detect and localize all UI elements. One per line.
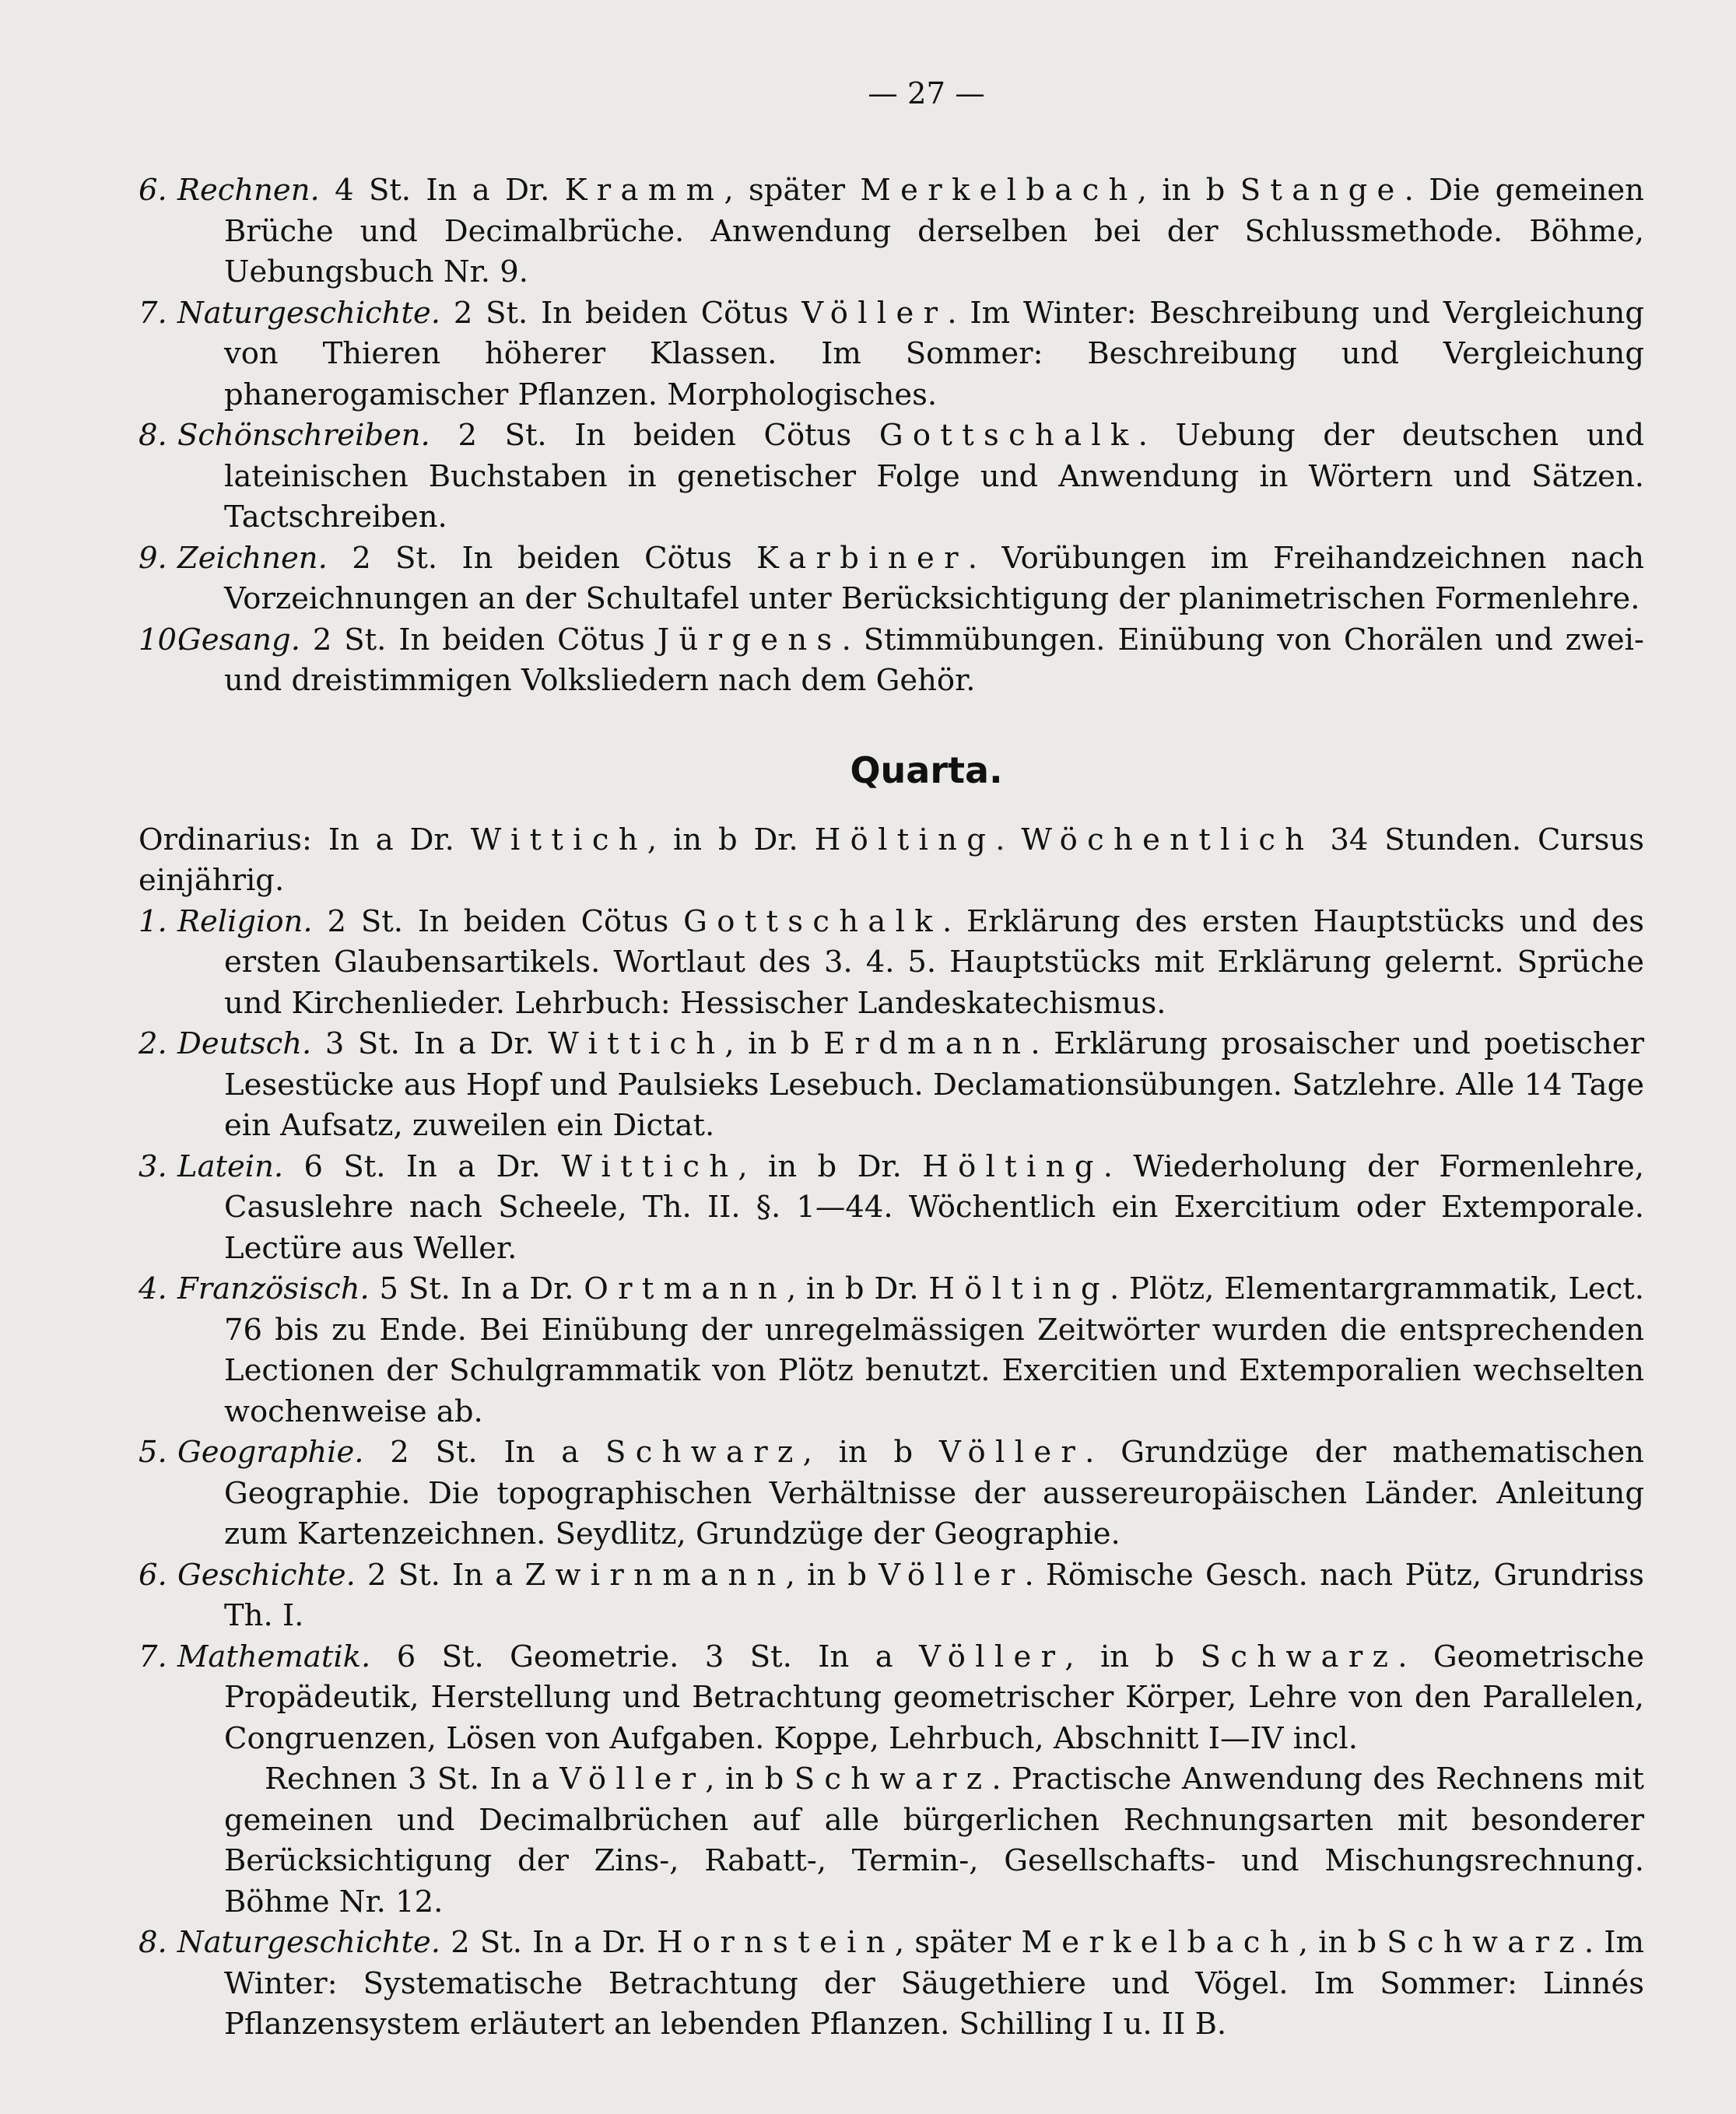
entry-number: 7. — [139, 295, 167, 331]
entry-text: 6 St. Geometrie. 3 St. In a — [396, 1639, 920, 1674]
subject-name: Rechnen. — [177, 173, 320, 208]
entry-text: , in b — [785, 1557, 879, 1593]
subject-entry — [139, 1555, 1644, 1637]
entry-number: 1. — [139, 903, 167, 939]
entry-text: 2 St. In a — [367, 1557, 525, 1593]
entry-text: , in b — [1064, 1639, 1201, 1674]
upper-entries — [139, 170, 1644, 702]
teacher-name: Hölting — [814, 822, 996, 857]
entry-text: , in b — [705, 1762, 794, 1797]
entry-number: 3. — [139, 1148, 167, 1184]
entry-text: 5 St. In a Dr. — [379, 1271, 584, 1306]
entry-text: . Vorübungen im Freihandzeichnen nach Vorzeichnungen an der Schultafel unter Berücksichtigung der planimetrischen Formenlehre. — [224, 540, 1644, 616]
entry-text: . Practische Anwendung des Rechnens mit gemeinen und Decimalbrüchen auf alle bürgerlichen Rechnungsarten mit besonderer Berücksichtigung der Zins-, Rabatt-, Termin-, Gesellschafts- und Mischungsrechnung. Böhme Nr. 12. — [224, 1762, 1644, 1919]
entry-text: 34 Stunden. Cursus einjährig. — [139, 822, 1644, 898]
entry-text: , in b — [1137, 173, 1240, 208]
entry-text: 2 St. In a Dr. — [451, 1925, 657, 1960]
entry-text: . Geometrische Propädeutik, Herstellung und Betrachtung geometrischer Körper, Lehre von den Parallelen, Congruenzen, Lösen von Aufgaben. Koppe, Lehrbuch, Abschnitt I—IV incl. — [224, 1639, 1644, 1756]
subject-entry — [139, 538, 1644, 620]
subject-name: Naturgeschichte. — [177, 1925, 441, 1960]
subject-name: Deutsch. — [177, 1026, 312, 1061]
teacher-name: Jürgens — [657, 622, 842, 657]
entry-text: , in b — [1298, 1925, 1387, 1960]
teacher-name: Merkelbach — [1021, 1925, 1299, 1960]
entry-text: 2 St. In beiden Cötus — [352, 540, 757, 576]
teacher-name: Schwarz — [1200, 1639, 1398, 1674]
teacher-name: Völler — [938, 1435, 1085, 1470]
entry-text: . Im Winter: Beschreibung und Vergleichung von Thieren höherer Klassen. Im Sommer: Beschreibung und Vergleichung phanerogamischer Pflanzen. Morphologisches. — [224, 295, 1644, 412]
subject-entry — [139, 1269, 1644, 1432]
lower-entries — [139, 902, 1644, 2046]
subject-entry — [139, 1637, 1644, 1760]
entry-text: 2 St. In beiden Cötus — [312, 622, 658, 657]
subject-entry — [139, 415, 1644, 538]
entry-text: Ordinarius: In a Dr. — [139, 822, 471, 857]
entry-text: . Die gemeinen Brüche und Decimalbrüche. Anwendung derselben bei der Schlussmethode. Böhme, Uebungsbuch Nr. 9. — [224, 173, 1644, 289]
entry-number: 6. — [139, 173, 167, 208]
teacher-name: Stange — [1240, 173, 1405, 208]
teacher-name: Karbiner — [756, 540, 968, 576]
teacher-name: Schwarz — [1387, 1925, 1584, 1960]
subject-name: Mathematik. — [177, 1639, 371, 1674]
teacher-name: Wöchentlich — [1021, 822, 1314, 857]
ordinarius-line — [139, 820, 1644, 902]
teacher-name: Völler — [919, 1639, 1065, 1674]
teacher-name: Schwarz — [794, 1762, 992, 1797]
subject-entry — [139, 1432, 1644, 1555]
entry-text: . Stimmübungen. Einübung von Chorälen und zwei- und dreistimmigen Volksliedern nach dem Gehör. — [224, 622, 1644, 698]
entry-text: 6 St. In a Dr. — [303, 1148, 562, 1184]
teacher-name: Schwarz — [605, 1435, 803, 1470]
section-title: Quarta. — [850, 748, 1003, 791]
teacher-name: Völler — [879, 1557, 1025, 1593]
teacher-name: Gottschalk — [683, 903, 942, 939]
entry-text: , in b — [802, 1435, 939, 1470]
entry-number: 8. — [139, 1925, 167, 1960]
entry-number: 10. — [139, 622, 187, 657]
entry-number: 7. — [139, 1639, 167, 1674]
subject-name: Latein. — [177, 1148, 284, 1184]
subject-name: Schönschreiben. — [177, 418, 430, 453]
subject-name: Zeichnen. — [177, 540, 328, 576]
subject-entry — [139, 293, 1644, 416]
entry-number: 5. — [139, 1435, 167, 1470]
teacher-name: Hornstein — [656, 1925, 895, 1960]
teacher-name: Merkelbach — [860, 173, 1138, 208]
entry-number: 9. — [139, 540, 167, 576]
entry-text: 2 St. In beiden Cötus — [327, 903, 684, 939]
subject-name: Naturgeschichte. — [177, 295, 441, 331]
subject-entry — [139, 1024, 1644, 1147]
teacher-name: Gottschalk — [879, 418, 1138, 453]
subject-entry — [139, 170, 1644, 293]
subject-entry — [139, 1923, 1644, 2046]
entry-text: . — [995, 822, 1022, 857]
subject-name: Gesang. — [177, 622, 300, 657]
subject-entry — [139, 1759, 1644, 1923]
entry-text: . Erklärung prosaischer und poetischer Lesestücke aus Hopf und Paulsieks Lesebuch. Declamationsübungen. Satzlehre. Alle 14 Tage ein Aufsatz, zuweilen ein Dictat. — [224, 1026, 1644, 1143]
entry-text: 2 St. In beiden Cötus — [453, 295, 802, 331]
entry-text: . Plötz, Elementargrammatik, Lect. 76 bis zu Ende. Bei Einübung der unregelmässigen Zeitwörter wurden die entsprechenden Lectionen der Schulgrammatik von Plötz benutzt. Exercitien und Extemporalien wechselten wochenweise ab. — [224, 1271, 1644, 1429]
entry-number: 4. — [139, 1271, 167, 1306]
entry-text: . Wiederholung der Formenlehre, Casuslehre nach Scheele, Th. II. §. 1—44. Wöchentlich ein Exercitium oder Extemporale. Lectüre aus Weller. — [224, 1148, 1644, 1266]
subject-name: Französisch. — [177, 1271, 370, 1306]
entry-text: . Römische Gesch. nach Pütz, Grundriss Th. I. — [224, 1557, 1644, 1633]
subject-entry — [139, 902, 1644, 1025]
entry-text: 2 St. In a — [390, 1435, 606, 1470]
entry-text: , in b — [724, 1026, 823, 1061]
entry-text: , später — [894, 1925, 1022, 1960]
entry-text: , in b Dr. — [647, 822, 815, 857]
entry-text: . Uebung der deutschen und lateinischen Buchstaben in genetischer Folge und Anwendung in Wörtern und Sätzen. Tactschreiben. — [224, 418, 1644, 535]
teacher-name: Erdmann — [822, 1026, 1031, 1061]
teacher-name: Kramm — [564, 173, 724, 208]
entry-text: Rechnen 3 St. In a — [265, 1762, 560, 1797]
entry-text: 3 St. In a Dr. — [324, 1026, 549, 1061]
teacher-name: Ortmann — [584, 1271, 787, 1306]
teacher-name: Hölting — [928, 1271, 1110, 1306]
subject-name: Religion. — [177, 903, 313, 939]
entry-text: . Erklärung des ersten Hauptstücks und des ersten Glaubensartikels. Wortlaut des 3. 4. 5. Hauptstücks mit Erklärung gelernt. Sprüche und Kirchenlieder. Lehrbuch: Hessischer Landeskatechismus. — [224, 903, 1644, 1021]
subject-entry — [139, 620, 1644, 702]
entry-text: , in b Dr. — [787, 1271, 929, 1306]
subject-name: Geographie. — [177, 1435, 364, 1470]
teacher-name: Hölting — [922, 1148, 1103, 1184]
entry-text: , in b Dr. — [738, 1148, 923, 1184]
teacher-name: Wittich — [470, 822, 647, 857]
page-number: — 27 — — [868, 76, 985, 111]
entry-text: 4 St. In a Dr. — [335, 173, 565, 208]
entry-text: , später — [724, 173, 861, 208]
entry-number: 2. — [139, 1026, 167, 1061]
entry-text: . Im Winter: Systematische Betrachtung der Säugethiere und Vögel. Im Sommer: Linnés Pflanzensystem erläutert an lebenden Pflanzen. Schilling I u. II B. — [224, 1925, 1644, 2042]
teacher-name: Völler — [801, 295, 948, 331]
entry-text: . Grundzüge der mathematischen Geographie. Die topographischen Verhältnisse der aussereuropäischen Länder. Anleitung zum Kartenzeichnen. Seydlitz, Grundzüge der Geographie. — [224, 1435, 1644, 1551]
subject-name: Geschichte. — [177, 1557, 356, 1593]
teacher-name: Zwirnmann — [524, 1557, 786, 1593]
entry-number: 8. — [139, 418, 167, 453]
entry-text: 2 St. In beiden Cötus — [458, 418, 879, 453]
teacher-name: Wittich — [548, 1026, 725, 1061]
teacher-name: Völler — [559, 1762, 706, 1797]
entry-number: 6. — [139, 1557, 167, 1593]
subject-entry — [139, 1147, 1644, 1270]
teacher-name: Wittich — [561, 1148, 738, 1184]
